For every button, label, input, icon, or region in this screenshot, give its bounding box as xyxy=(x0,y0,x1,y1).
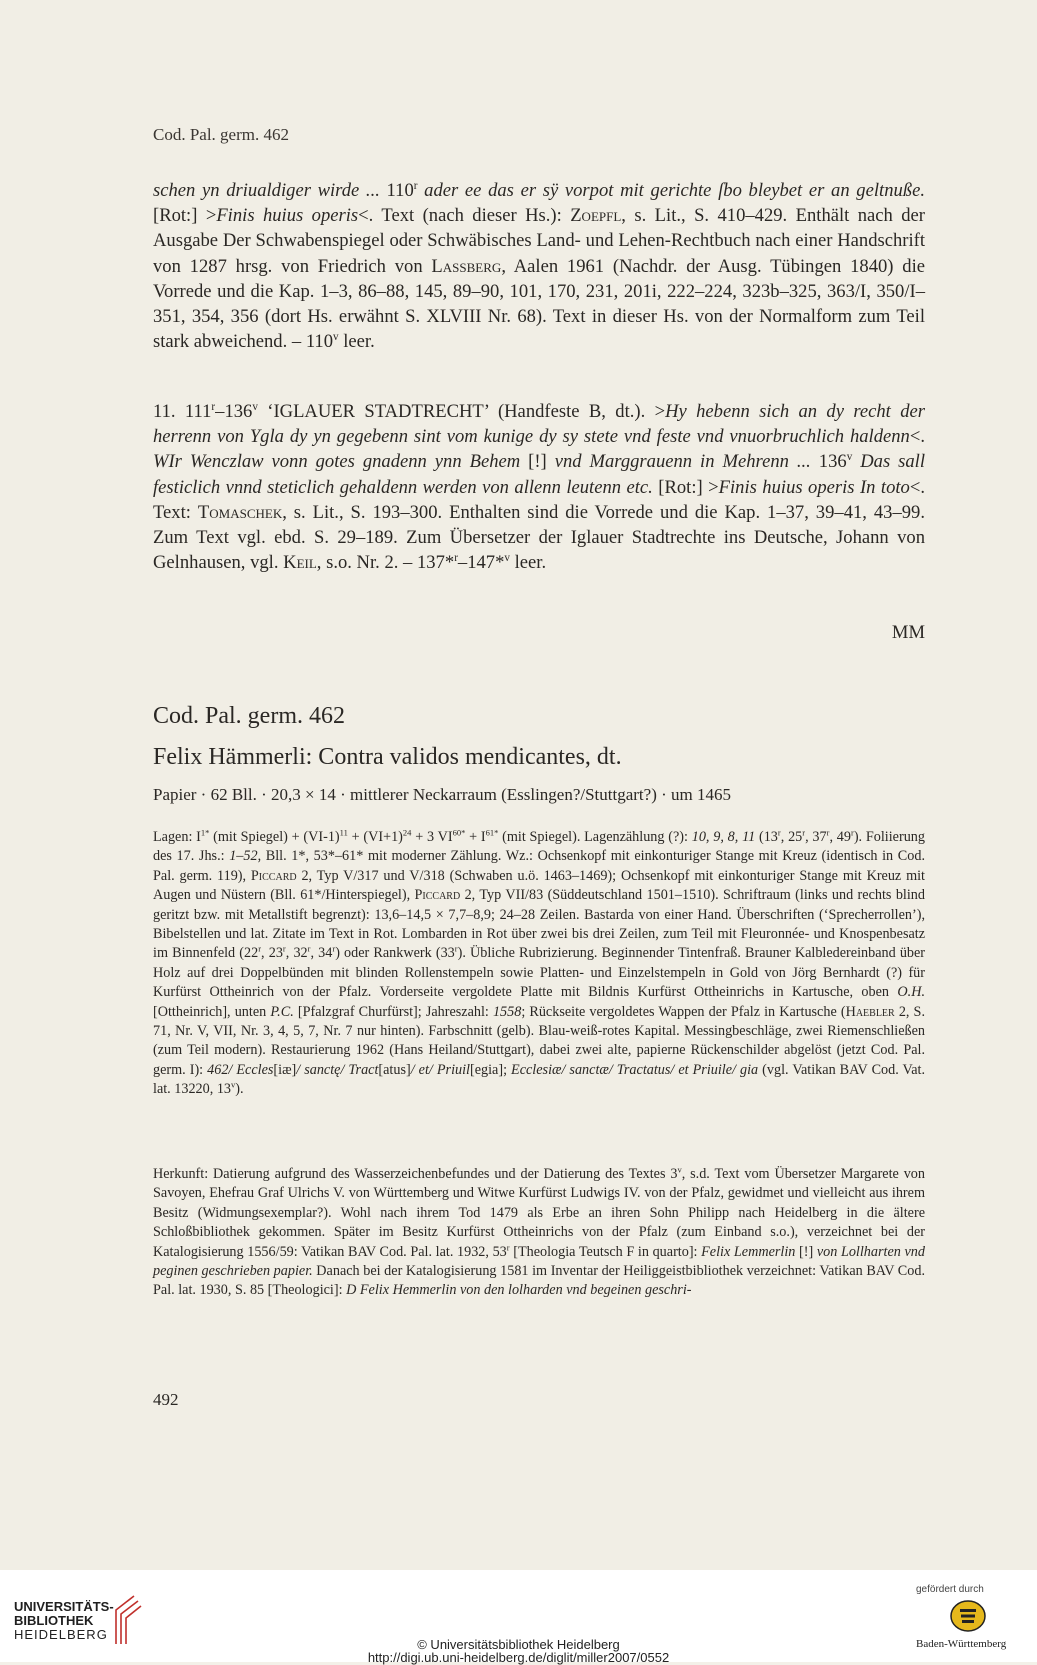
running-head: Cod. Pal. germ. 462 xyxy=(153,125,289,144)
entry-heading: Cod. Pal. germ. 462 xyxy=(153,703,345,729)
text-block-item-11: 11. 111$^r$–136$^v$ ‘IGLAUER STADTRECHT’ (Handfeste B, dt.). >Hy hebenn sich an dy recht der herrenn von Ygla dy yn gegebenn sint vom kunige dy sy stete vnd feste vnd vnuorbruchlich haldenn<. WIr Wenczlaw vonn gotes gnadenn ynn Behem [!] vnd Marggrauenn in Mehrenn ... 136$^v$ Das sall festiclich vnnd steticlich gehaldenn werden von allenn leutenn etc. [Rot:] >Finis huius operis In toto<. Text: Tomaschek, s. Lit., S. 193–300. Enthalten sind die Vorrede und die Kap. 1–37, 39–41, 43–99. Zum Text vgl. ebd. S. 29–189. Zum Übersetzer der Iglauer Stadtrechte ins Deutsche, Johann von Gelnhausen, vgl. Keil, s.o. Nr. 2. – 137*$^r$–147*$^v$ leer. xyxy=(153,400,926,574)
copyright-text: © Universitätsbibliothek Heidelberg xyxy=(417,1637,620,1652)
library-name-line3: HEIDELBERG xyxy=(14,1627,108,1642)
paragraph-lagen: Lagen: $I^{1*}$ (mit Spiegel) + $(VI-1)^{11} + (VI+1)^{24} + 3$ $VI^{60*} + I^{61*}$ (mit Spiegel). Lagenzählung (?): 10, 9, 8, 11 (13$^r$, 25$^r$, 37$^r$, 49$^r$). Foliierung des 17. Jhs.: 1–52, Bll. 1*, 53*–61* mit moderner Zählung. Wz.: Ochsenkopf mit einkonturiger Stange mit Kreuz (identisch in Cod. Pal. germ. 119), Piccard 2, Typ V/317 und V/318 (Schwaben u.ö. 1463–1469); Ochsenkopf mit einkonturiger Stange mit Kreuz mit Augen und Nüstern (Bll. 61*/Hinterspiegel), Piccard 2, Typ VII/83 (Süddeutschland 1501–1510). Schriftraum (links und rechts blind geritzt bzw. mit Metallstift begrenzt): 13,6–14,5 × 7,7–8,9; 24–28 Zeilen. Bastarda von einer Hand. Überschriften (‘Sprecherrollen’), Bibelstellen und lat. Zitate im Text in Rot. Lombarden in Rot über zwei bis drei Zeilen, zum Teil mit Fleuronnée- und Knospenbesatz im Binnenfeld (22$^r$, 23$^r$, 32$^r$, 34$^r$) oder Rankwerk (33$^r$). Übliche Rubrizierung. Beginnender Tintenfraß. Brauner Kalbledereinband über Holz auf drei Doppelbünden mit blinden Rollenstempeln sowie Platten- und Einzelstempeln in Gold von Jörg Bernhardt (?) für Kurfürst Ottheinrich von der Pfalz. Vorderseite vergoldete Platte mit Bildnis Kurfürst Ottheinrichs in Kartusche, oben O.H. [Ottheinrich], unten P.C. [Pfalzgraf Churfürst]; Jahreszahl: 1558; Rückseite vergoldetes Wappen der Pfalz in Kartusche (Haebler 2, S. 71, Nr. V, VII, Nr. 3, 4, 5, 7, Nr. 7 nur hinten). Farbschnitt (gelb). Blau-weiß-rotes Kapital. Messingbeschläge, zwei Riemenschließen (zum Teil modern). Restaurierung 1962 (Hans Heiland/Stuttgart), dabei zwei alte, papierne Rückenschilder abgelöst (jetzt Cod. Pal. germ. I): 462/ Eccles[iæ]/ sanctę/ Tract[atus]/ et/ Priuil[egia]; Ecclesiæ/ sanctæ/ Tractatus/ et Priuile/ gia (vgl. Vatikan BAV Cod. Vat. lat. 13220, 13$^v$). xyxy=(153,827,926,1098)
coat-of-arms-icon xyxy=(950,1600,986,1632)
paragraph-herkunft: Herkunft: Datierung aufgrund des Wasserzeichenbefundes und der Datierung des Textes 3$^v$, s.d. Text vom Übersetzer Margarete von Savoyen, Ehefrau Graf Ulrichs V. von Württemberg und Witwe Kurfürst Ludwigs IV. von der Pfalz, gewidmet und vielleicht aus ihrem Besitz (Widmungsexemplar?). Wohl nach ihrem Tod 1479 als Erbe an ihren Sohn Philipp nach Heidelberg in die ältere Schloßbibliothek gekommen. Später im Besitz Kurfürst Ottheinrichs von der Pfalz (zum Einband s.o.), verzeichnet bei der Katalogisierung 1556/59: Vatikan BAV Cod. Pal. lat. 1932, 53$^r$ [Theologia Teutsch F in quarto]: Felix Lemmerlin [!] von Lollharten vnd peginen geschrieben papier. Danach bei der Katalogisierung 1581 im Inventar der Heiliggeistbibliothek verzeichnet: Vatikan BAV Cod. Pal. lat. 1930, S. 85 [Theologici]: D Felix Hemmerlin von den lolharden vnd begeinen geschri- xyxy=(153,1164,925,1299)
page-number: 492 xyxy=(153,1390,179,1409)
copyright-notice xyxy=(0,1638,1037,1664)
author-initials: MM xyxy=(891,622,925,643)
library-name-line2: BIBLIOTHEK xyxy=(14,1613,94,1628)
permalink-url[interactable]: http://digi.ub.uni-heidelberg.de/diglit/miller2007/0552 xyxy=(367,1650,670,1665)
text-block-item-10-continued: schen yn driualdiger wirde ... 110$^r$ ader ee das er sÿ vorpot mit gerichte ſbo bleybet er an geltnuße. [Rot:] >Finis huius operis<. Text (nach dieser Hs.): Zoepfl, s. Lit., S. 410–429. Enthält nach der Ausgabe Der Schwabenspiegel oder Schwäbisches Land- und Lehen-Rechtbuch nach einer Handschrift von 1287 hrsg. von Friedrich von Lassberg, Aalen 1961 (Nachdr. der Ausg. Tübingen 1840) die Vorrede und die Kap. 1–3, 86–88, 145, 89–90, 101, 170, 231, 201i, 222–224, 323b–325, 363/I, 350/I–351, 354, 356 (dort Hs. erwähnt S. XLVIII Nr. 68). Text in dieser Hs. von der Normalform zum Teil stark abweichend. – 110$^v$ leer. xyxy=(153,179,925,353)
library-logo[interactable] xyxy=(14,1600,114,1642)
sponsor-label: gefördert durch xyxy=(916,1584,984,1595)
entry-title: Felix Hämmerli: Contra validos mendicantes, dt. xyxy=(153,744,622,770)
entry-meta: Papier · 62 Bll. · 20,3 × 14 · mittlerer Neckarraum (Esslingen?/Stuttgart?) · um 1465 xyxy=(153,785,731,804)
viewer-footer xyxy=(0,1570,1037,1665)
sponsor-name[interactable]: Baden-Württemberg xyxy=(916,1638,1007,1650)
library-name-line1: UNIVERSITÄTS- xyxy=(14,1599,114,1614)
